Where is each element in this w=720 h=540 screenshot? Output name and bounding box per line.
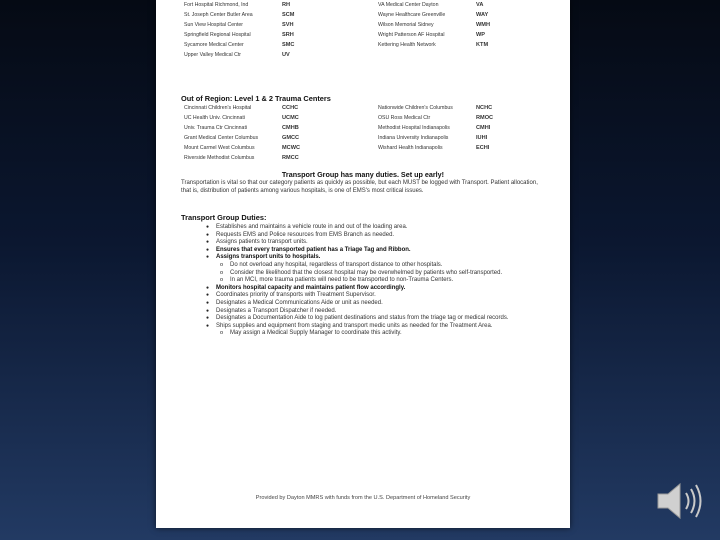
hospital-name: UC Health Univ. Cincinnati bbox=[184, 115, 246, 121]
duty-item: ● Assigns transport units to hospitals. bbox=[216, 254, 548, 262]
hospital-name: VA Medical Center Dayton bbox=[378, 2, 439, 8]
hospital-name: Wishard Health Indianapolis bbox=[378, 145, 443, 151]
duty-item: ● Ensures that every transported patient has a Triage Tag and Ribbon. bbox=[216, 247, 548, 255]
hospital-name: Kettering Health Network bbox=[378, 42, 436, 48]
hospital-code: UCMC bbox=[282, 115, 299, 121]
duty-item: ● Coordinates priority of transports with Treatment Supervisor. bbox=[216, 292, 548, 300]
hospital-name: Fort Hospital Richmond, Ind bbox=[184, 2, 249, 8]
hospital-name: Cincinnati Children's Hospital bbox=[184, 105, 252, 111]
hospital-name: Wayne Healthcare Greenville bbox=[378, 12, 446, 18]
hospital-code: KTM bbox=[476, 42, 489, 48]
hospital-name: Methodist Hospital Indianapolis bbox=[378, 125, 450, 131]
intro-paragraph: Transportation is vital so that our category patients as quickly as possible, but each MUST be logged with Transport. Patient allocation, that is, distribution of patients among various hospitals, is one of EMS's most critical issues. bbox=[181, 180, 538, 194]
hospital-name: St. Joseph Center Butler Area bbox=[184, 12, 253, 18]
hospital-code: RMCC bbox=[282, 155, 299, 161]
hospital-name: Indiana University Indianapolis bbox=[378, 135, 449, 141]
hospital-code: CCHC bbox=[282, 105, 299, 111]
hospital-code: SVH bbox=[282, 22, 294, 28]
hospital-name: Riverside Methodist Columbus bbox=[184, 155, 255, 161]
hospital-name: Springfield Regional Hospital bbox=[184, 32, 251, 38]
speaker-icon[interactable] bbox=[652, 476, 708, 526]
hospital-code: GMCC bbox=[282, 135, 300, 141]
duty-item: ● Assigns patients to transport units. bbox=[216, 239, 548, 247]
hospital-name: Mount Carmel West Columbus bbox=[184, 145, 255, 151]
duty-item: ● Establishes and maintains a vehicle route in and out of the loading area. bbox=[216, 224, 548, 232]
hospital-name: Upper Valley Medical Ctr bbox=[184, 52, 241, 58]
hospital-code: SRH bbox=[282, 32, 294, 38]
duty-item: ● Designates a Transport Dispatcher if needed. bbox=[216, 308, 548, 316]
hospital-name: Grant Medical Center Columbus bbox=[184, 135, 259, 141]
duty-subitem: o Do not overload any hospital, regardless of transport distance to other hospitals. bbox=[216, 262, 548, 270]
hospital-code: RMOC bbox=[476, 115, 494, 121]
duty-item: ● Monitors hospital capacity and maintains patient flow accordingly. bbox=[216, 285, 548, 293]
hospital-name: Sycamore Medical Center bbox=[184, 42, 244, 48]
out-of-region-title: Out of Region: Level 1 & 2 Trauma Centers bbox=[181, 94, 331, 103]
setup-heading: Transport Group has many duties. Set up early! bbox=[281, 170, 445, 179]
hospital-name: OSU Ross Medical Ctr bbox=[378, 115, 431, 121]
hospital-code: UV bbox=[282, 52, 290, 58]
duty-subitem: o May assign a Medical Supply Manager to coordinate this activity. bbox=[216, 330, 548, 338]
hospital-name: Wright Patterson AF Hospital bbox=[378, 32, 445, 38]
duty-item: ● Designates a Medical Communications Aide or unit as needed. bbox=[216, 300, 548, 308]
duty-subitem: o In an MCI, more trauma patients will need to be transported to non-Trauma Centers. bbox=[216, 277, 548, 285]
hospital-code: SCM bbox=[282, 12, 295, 18]
hospital-code: RH bbox=[282, 2, 291, 8]
hospital-code: MCWC bbox=[282, 145, 301, 151]
duty-item: ● Requests EMS and Police resources from EMS Branch as needed. bbox=[216, 232, 548, 240]
duty-item: ● Ships supplies and equipment from staging and transport medic units as needed for the Treatment Area. bbox=[216, 323, 548, 331]
hospital-name: Wilson Memorial Sidney bbox=[378, 22, 434, 28]
hospital-name: Sun View Hospital Center bbox=[184, 22, 244, 28]
hospital-code: CMHB bbox=[282, 125, 299, 131]
document-footer: Provided by Dayton MMRS with funds from the U.S. Department of Homeland Security bbox=[255, 495, 471, 501]
duties-title: Transport Group Duties: bbox=[181, 213, 267, 222]
hospital-code: WP bbox=[476, 32, 486, 38]
duty-subitem: o Consider the likelihood that the closest hospital may be overwhelmed by patients who self-transported. bbox=[216, 270, 548, 278]
hospital-name: Nationwide Children's Columbus bbox=[378, 105, 453, 111]
hospital-code: IUHI bbox=[476, 135, 488, 141]
hospital-code: WMH bbox=[476, 22, 490, 28]
hospital-code: ECHI bbox=[476, 145, 490, 151]
hospital-code: CMHI bbox=[476, 125, 491, 131]
hospital-code: SMC bbox=[282, 42, 295, 48]
document-page bbox=[156, 0, 570, 528]
hospital-code: WAY bbox=[476, 12, 489, 18]
hospital-code: VA bbox=[476, 2, 484, 8]
duties-list bbox=[216, 224, 548, 338]
duty-item: ● Designates a Documentation Aide to log patient destinations and status from the triage tag or medical records. bbox=[216, 315, 548, 323]
hospital-name: Univ. Trauma Ctr Cincinnati bbox=[184, 125, 248, 131]
hospital-code: NCHC bbox=[476, 105, 493, 111]
